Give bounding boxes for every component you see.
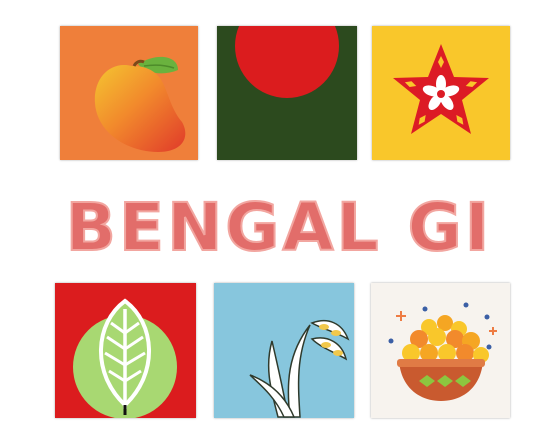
- flag-tile: [217, 26, 357, 160]
- leaf-tile: [55, 283, 196, 418]
- mango-icon: [60, 26, 198, 160]
- sweets-tile: [371, 283, 510, 418]
- title-text: BENGAL GI: [65, 189, 493, 266]
- red-flower-icon: [372, 26, 510, 160]
- mango-tile: [60, 26, 198, 160]
- leaf-icon: [55, 283, 196, 418]
- flower-tile: [372, 26, 510, 160]
- bangladesh-flag-icon: [217, 26, 357, 160]
- sweets-bowl-icon: [371, 283, 510, 418]
- rice-tile: [214, 283, 354, 418]
- rice-plant-icon: [214, 283, 354, 418]
